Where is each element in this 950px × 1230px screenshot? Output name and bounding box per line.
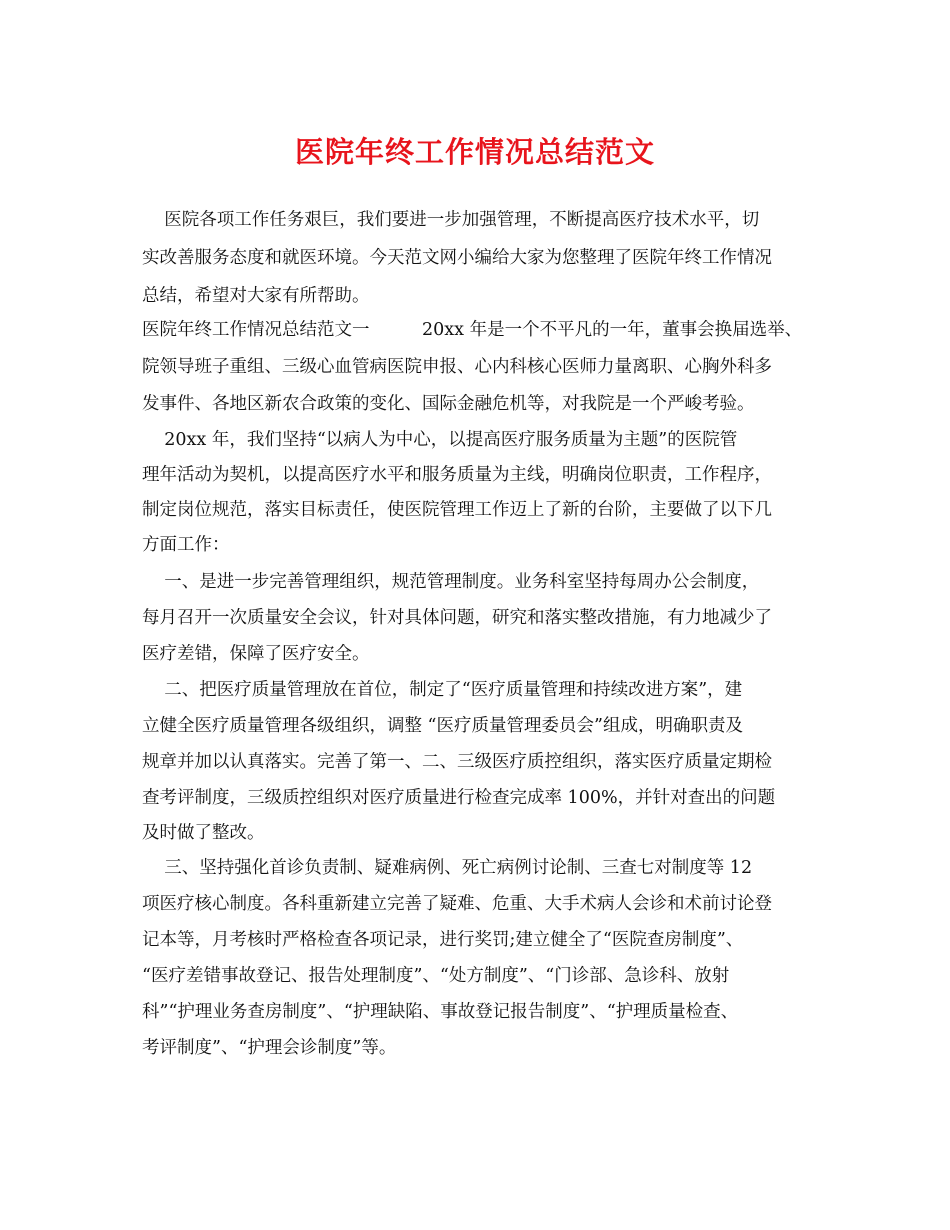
body-line: 医疗差错，保障了医疗安全。 xyxy=(142,644,370,664)
body-line: 记本等，月考核时严格检查各项记录，进行奖罚;建立健全了“医院查房制度”、 xyxy=(142,930,744,950)
body-line: 立健全医疗质量管理各级组织，调整 “医疗质量管理委员会”组成，明确职责及 xyxy=(142,716,743,736)
body-line: 方面工作： xyxy=(142,535,230,555)
body-line: 20xx 年，我们坚持“以病人为中心，以提高医疗服务质量为主题”的医院管 xyxy=(142,430,738,450)
document-title: 医院年终工作情况总结范文 xyxy=(294,135,655,169)
body-line: 院领导班子重组、三级心血管病医院申报、心内科核心医师力量离职、心胸外科多 xyxy=(142,357,772,377)
body-line: 实改善服务态度和就医环境。今天范文网小编给大家为您整理了医院年终工作情况 xyxy=(142,248,772,268)
body-line: 规章并加以认真落实。完善了第一、二、三级医疗质控组织，落实医疗质量定期检 xyxy=(142,752,772,772)
body-line: 一、是进一步完善管理组织，规范管理制度。业务科室坚持每周办公会制度， xyxy=(142,572,760,592)
body-line: 发事件、各地区新农合政策的变化、国际金融危机等，对我院是一个严峻考验。 xyxy=(142,394,755,414)
body-line: 二、把医疗质量管理放在首位，制定了“医疗质量管理和持续改进方案”，建 xyxy=(142,680,743,700)
body-line: 医院年终工作情况总结范文一 20xx 年是一个不平凡的一年，董事会换届选举、 xyxy=(142,320,803,340)
body-line: 每月召开一次质量安全会议，针对具体问题，研究和落实整改措施，有力地减少了 xyxy=(142,608,772,628)
body-line: 查考评制度，三级质控组织对医疗质量进行检查完成率 100%，并针对查出的问题 xyxy=(142,788,776,808)
body-line: 理年活动为契机，以提高医疗水平和服务质量为主线，明确岗位职责，工作程序， xyxy=(142,465,772,485)
body-line: “医疗差错事故登记、报告处理制度”、“处方制度”、“门诊部、急诊科、放射 xyxy=(142,966,730,986)
body-line: 总结，希望对大家有所帮助。 xyxy=(142,286,370,306)
body-line: 及时做了整改。 xyxy=(142,823,265,843)
body-line: 项医疗核心制度。各科重新建立完善了疑难、危重、大手术病人会诊和术前讨论登 xyxy=(142,894,772,914)
body-line: 科”“护理业务查房制度”、“护理缺陷、事故登记报告制度”、“护理质量检查、 xyxy=(142,1002,739,1022)
body-line: 制定岗位规范，落实目标责任，使医院管理工作迈上了新的台阶，主要做了以下几 xyxy=(142,500,772,520)
body-line: 三、坚持强化首诊负责制、疑难病例、死亡病例讨论制、三查七对制度等 12 xyxy=(142,858,753,878)
body-line: 医院各项工作任务艰巨，我们要进一步加强管理，不断提高医疗技术水平，切 xyxy=(142,210,760,230)
body-line: 考评制度”、“护理会诊制度”等。 xyxy=(142,1038,397,1058)
